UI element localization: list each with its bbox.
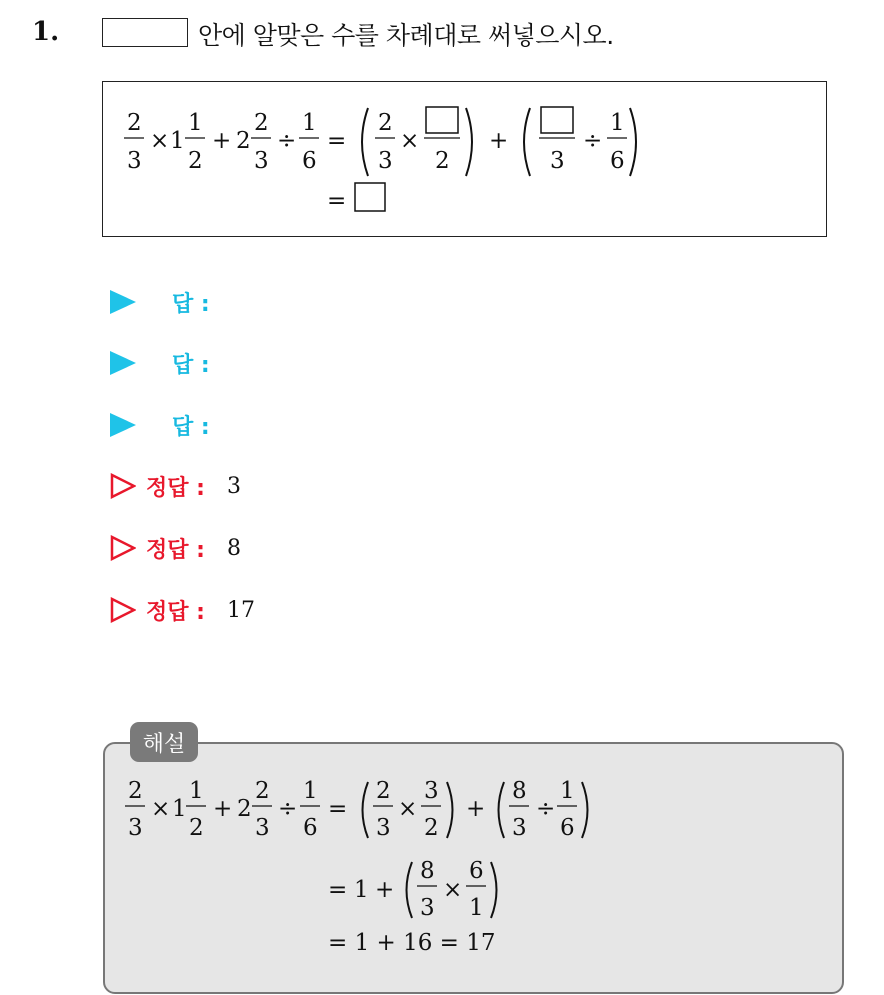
eq-op: + [489, 128, 509, 154]
math-symbol: × [151, 796, 171, 822]
solution-value: 17 [226, 597, 255, 623]
play-arrow-icon [110, 290, 136, 314]
blank-box-icon [355, 183, 385, 211]
answer-label: 답 : [172, 352, 210, 378]
math-symbol: 3 [512, 815, 527, 841]
eq-op: ÷ [277, 128, 297, 154]
math-symbol: 2 [189, 815, 204, 841]
math-symbol: 3 [255, 815, 270, 841]
answer-row [110, 287, 210, 317]
play-arrow-icon [110, 413, 136, 437]
eq-op: ÷ [583, 128, 603, 154]
eq-num: 1 [302, 110, 317, 136]
explanation-equation [0, 740, 884, 990]
eq-op: = [327, 128, 347, 154]
eq-num: 2 [254, 110, 269, 136]
answer-row [110, 348, 210, 378]
eq-op: × [150, 128, 170, 154]
answer-row [110, 410, 210, 440]
eq-op: + [212, 128, 232, 154]
math-symbol: + [466, 796, 486, 822]
question-number: 1. [32, 17, 60, 47]
math-symbol: 1 [172, 796, 187, 822]
outline-arrow-icon [110, 597, 136, 623]
math-symbol: 1 [560, 778, 575, 804]
play-arrow-icon [110, 351, 136, 375]
eq-num: 2 [378, 110, 393, 136]
problem-equation [0, 0, 884, 260]
math-symbol: 1 [354, 877, 369, 903]
math-symbol: + [375, 877, 395, 903]
math-symbol: 3 [424, 778, 439, 804]
solution-label: 정답 : [146, 475, 205, 501]
answer-label: 답 : [172, 291, 210, 317]
eq-den: 3 [127, 148, 142, 174]
eq-den: 6 [302, 148, 317, 174]
outline-arrow-icon [110, 473, 136, 499]
math-symbol: + [213, 796, 233, 822]
math-symbol: 1 [469, 895, 484, 921]
math-symbol: = [328, 877, 348, 903]
outline-arrow-icon [110, 535, 136, 561]
math-symbol: = 1 + 16 = 17 [328, 930, 496, 956]
eq-whole: 2 [236, 128, 251, 154]
math-symbol: × [443, 877, 463, 903]
solution-row [110, 471, 241, 501]
explanation-label: 해설 [130, 722, 198, 762]
math-symbol: 8 [512, 778, 527, 804]
math-symbol: 8 [420, 858, 435, 884]
question-instruction: 안에 알맞은 수를 차례대로 써넣으시오. [198, 21, 614, 50]
math-symbol: ÷ [278, 796, 298, 822]
solution-label: 정답 : [146, 537, 205, 563]
blank-box-icon [541, 107, 573, 133]
solution-label: 정답 : [146, 599, 205, 625]
math-symbol: 2 [376, 778, 391, 804]
solution-row [110, 595, 255, 625]
eq-num: 1 [188, 110, 203, 136]
math-symbol: × [398, 796, 418, 822]
eq-den: 2 [435, 148, 450, 174]
eq-op: × [400, 128, 420, 154]
math-symbol: 3 [128, 815, 143, 841]
math-symbol: 2 [255, 778, 270, 804]
math-symbol: 3 [420, 895, 435, 921]
math-symbol: 1 [189, 778, 204, 804]
math-symbol: 2 [128, 778, 143, 804]
math-symbol: = [328, 796, 348, 822]
eq-den: 2 [188, 148, 203, 174]
solution-row [110, 533, 241, 563]
solution-value: 8 [226, 535, 241, 561]
eq-den: 3 [254, 148, 269, 174]
math-symbol: ÷ [536, 796, 556, 822]
eq-den: 3 [378, 148, 393, 174]
math-symbol: 3 [376, 815, 391, 841]
math-symbol: 6 [303, 815, 318, 841]
math-symbol: 1 [303, 778, 318, 804]
blank-box-icon [426, 107, 458, 133]
eq-num: 1 [610, 110, 625, 136]
answer-label: 답 : [172, 414, 210, 440]
math-symbol: 6 [469, 858, 484, 884]
math-symbol: 2 [424, 815, 439, 841]
eq-num: 2 [127, 110, 142, 136]
solution-value: 3 [226, 473, 241, 499]
math-symbol: 6 [560, 815, 575, 841]
eq-op: = [327, 188, 347, 214]
eq-whole: 1 [170, 128, 185, 154]
eq-den: 6 [610, 148, 625, 174]
math-symbol: 2 [237, 796, 252, 822]
eq-den: 3 [550, 148, 565, 174]
